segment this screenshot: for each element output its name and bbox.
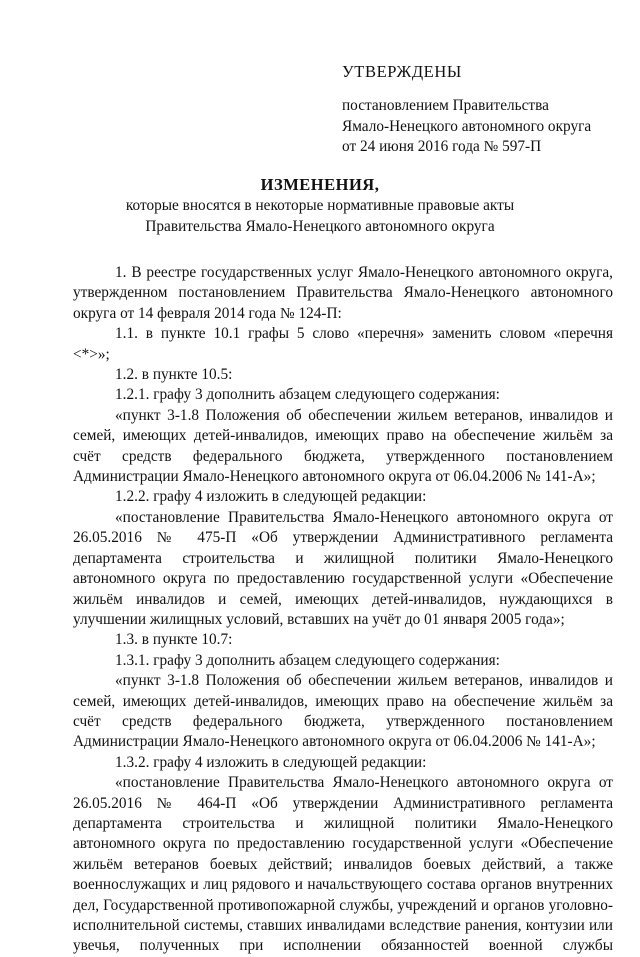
document-title: ИЗМЕНЕНИЯ, [260, 175, 380, 194]
document-heading [0, 174, 640, 237]
paragraph-1-3-2-text: «постановление Правительства Ямало-Ненецкого автономного округа от 26.05.2016 № 464-П «Об утверждении Административного регламента департамента строительства и жилищной политики Ямало-Ненецкого автономного округа по предоставлению государственной услуги «Обеспечение жильём ветеранов боевых действий; инвалидов боевых действий, а также военнослужащих и лиц рядового и начальствующего состава органов внутренних дел, Государственной противопожарной службы, учреждений и органов уголовно-исполнительной системы, ставших инвалидами вследствие ранения, контузии или увечья, полученных при исполнении обязанностей военной службы [73, 774, 613, 955]
document-subtitle-line-1: которые вносятся в некоторые нормативные правовые акты [125, 197, 515, 214]
paragraph-1-2-1: 1.2.1. графу 3 дополнить абзацем следующего содержания: [115, 386, 500, 404]
paragraph-1-2-2-text: «постановление Правительства Ямало-Ненецкого автономного округа от 26.05.2016 № 475-П «Об утверждении Административного регламента департамента строительства и жилищной политики Ямало-Ненецкого автономного округа по предоставлению государственной услуги «Обеспечение жильём инвалидов и семей, имеющих детей-инвалидов, нуждающихся в улучшении жилищных условий, вставших на учёт до 01 января 2005 года»; [73, 508, 613, 628]
paragraph-1-3-1: 1.3.1. графу 3 дополнить абзацем следующего содержания: [115, 651, 500, 669]
paragraph-1-2-2: 1.2.2. графу 4 изложить в следующей редакции: [115, 488, 427, 506]
paragraph-1-2: 1.2. в пункте 10.5: [115, 366, 233, 384]
approval-title: УТВЕРЖДЕНЫ [342, 62, 462, 81]
approval-line-1: постановлением Правительства [342, 97, 549, 114]
document-body [73, 263, 613, 957]
paragraph-1-2-1-text: «пункт 3-1.8 Положения об обеспечении жильем ветеранов, инвалидов и семей, имеющих детей-инвалидов, имеющих право на обеспечение жильём за счёт средств федерального бюджета, утвержденного постановлением Администрации Ямало-Ненецкого автономного округа от 06.04.2006 № 141-А»; [73, 406, 613, 486]
paragraph-1: 1. В реестре государственных услуг Ямало-Ненецкого автономного округа, утвержденном постановлением Правительства Ямало-Ненецкого автономного округа от 14 февраля 2014 года № 124-П: [73, 264, 613, 322]
paragraph-1-1: 1.1. в пункте 10.1 графы 5 слово «перечня» заменить словом «перечня <*>»; [73, 325, 613, 363]
paragraph-1-3-1-text: «пункт 3-1.8 Положения об обеспечении жильем ветеранов, инвалидов и семей, имеющих детей-инвалидов, имеющих право на обеспечение жильём за счёт средств федерального бюджета, утвержденного постановлением Администрации Ямало-Ненецкого автономного округа от 06.04.2006 № 141-А»; [73, 672, 613, 751]
paragraph-1-3-2: 1.3.2. графу 4 изложить в следующей редакции: [115, 753, 427, 771]
paragraph-1-3: 1.3. в пункте 10.7: [115, 631, 233, 649]
document-subtitle-line-2: Правительства Ямало-Ненецкого автономного округа [145, 217, 495, 235]
approval-line-3: от 24 июня 2016 года № 597-П [342, 138, 542, 155]
approval-line-2: Ямало-Ненецкого автономного округа [342, 117, 592, 135]
approval-block [342, 62, 612, 158]
